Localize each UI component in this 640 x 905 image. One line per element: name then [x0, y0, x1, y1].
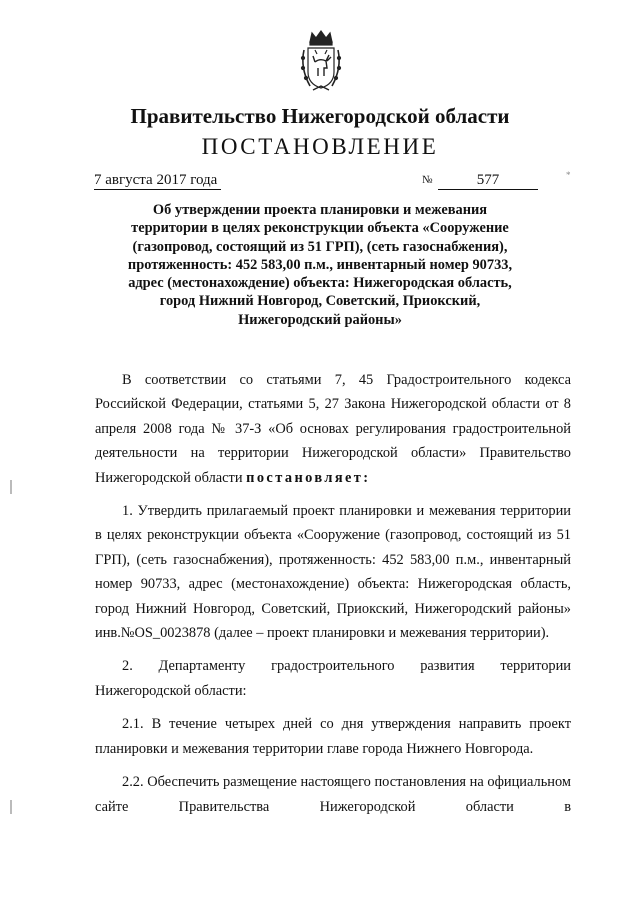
- decree-subject: [110, 201, 530, 329]
- decree-body: [95, 368, 571, 819]
- subject-line: (газопровод, состоящий из 51 ГРП), (сеть газоснабжения),: [132, 238, 508, 255]
- paragraph-2-2: 2.2. Обеспечить размещение настоящего постановления на официальном сайте Правительства Нижегородской области в: [95, 774, 571, 815]
- government-title: Правительство Нижегородской области: [130, 104, 510, 128]
- corner-mark: *: [566, 170, 571, 180]
- subject-line: Нижегородский районы»: [238, 311, 402, 328]
- document-date: 7 августа 2017 года: [94, 171, 221, 190]
- document-number: 577: [438, 171, 538, 190]
- preamble-text: В соответствии со статьями 7, 45 Градостроительного кодекса Российской Федерации, статьями 5, 27 Закона Нижегородской области от 8 апреля 2008 года № 37-З «Об основах регулирования градостроительной деятельности на территории Нижегородской области» Правительство Нижегородской области: [95, 372, 571, 486]
- subject-line: адрес (местонахождение) объекта: Нижегородская область,: [128, 275, 512, 292]
- scan-margin-mark: [10, 480, 12, 494]
- decree-word: постановляет:: [246, 469, 371, 486]
- document-type: ПОСТАНОВЛЕНИЕ: [201, 134, 439, 159]
- scan-margin-mark: [10, 800, 12, 814]
- subject-line: город Нижний Новгород, Советский, Приокский,: [159, 293, 481, 310]
- paragraph-2-1: 2.1. В течение четырех дней со дня утверждения направить проект планировки и межевания территории главе города Нижнего Новгорода.: [95, 716, 571, 757]
- preamble-paragraph: [95, 368, 571, 490]
- paragraph-1: 1. Утвердить прилагаемый проект планировки и межевания территории в целях реконструкции объекта «Сооружение (газопровод, состоящий из 51 ГРП), (сеть газоснабжения), протяженность: 452 583,00 п.м., инвентарный номер 90733, адрес (местонахождение) объекта: Нижегородская область, город Нижний Новгород, Советский, Приокский, Нижегородский районы» инв.№OS_0023878 (далее – проект планировки и межевания территории).: [95, 503, 571, 642]
- subject-line: территории в целях реконструкции объекта «Сооружение: [131, 220, 509, 237]
- number-label: №: [422, 174, 433, 186]
- subject-line: Об утверждении проекта планировки и межевания: [152, 202, 488, 218]
- paragraph-2: 2. Департаменту градостроительного развития территории Нижегородской области:: [95, 658, 571, 699]
- subject-line: протяженность: 452 583,00 п.м., инвентарный номер 90733,: [127, 256, 513, 273]
- coat-of-arms-emblem: [298, 28, 344, 94]
